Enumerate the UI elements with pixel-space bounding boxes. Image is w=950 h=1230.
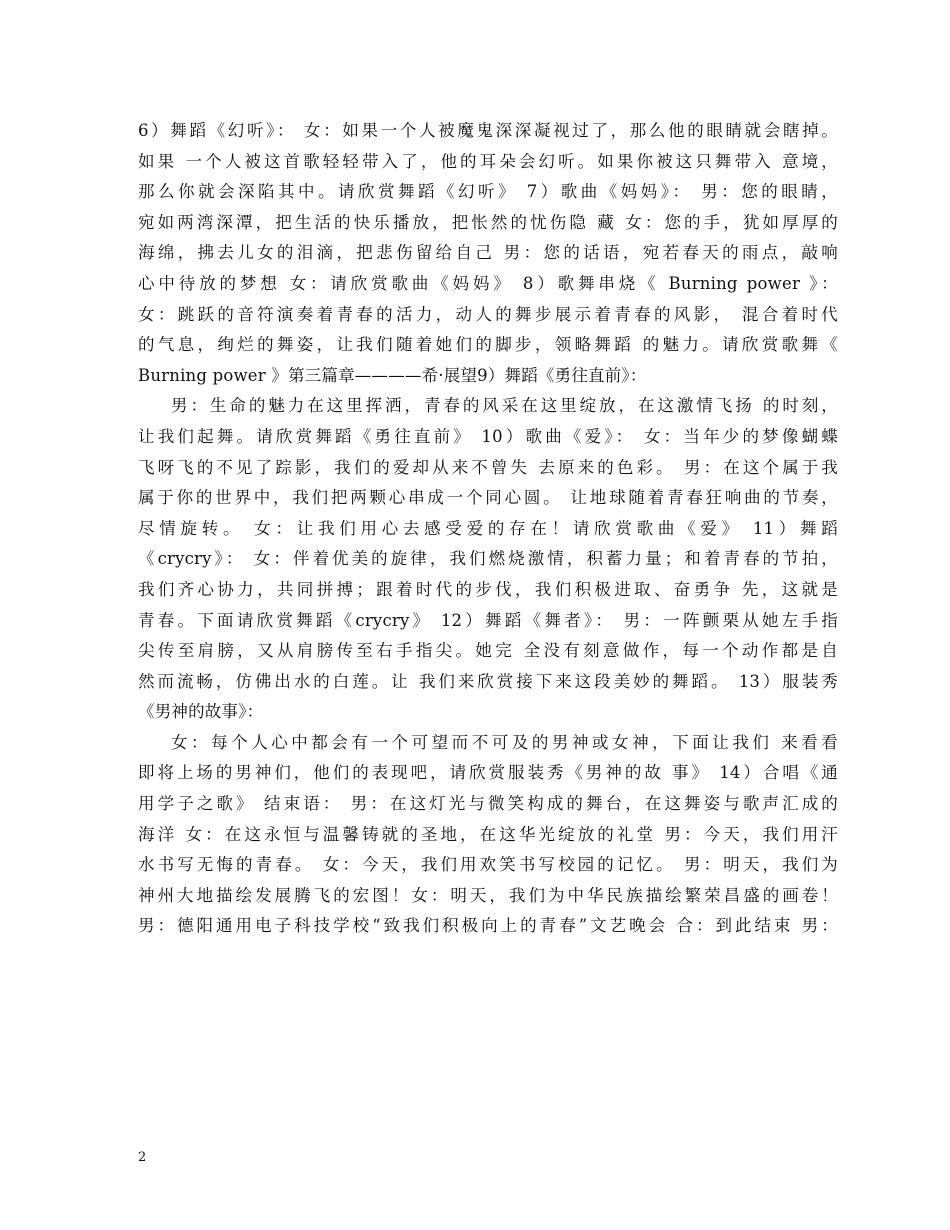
text-line: 女：跳跃的音符演奏着青春的活力，动人的舞步展示着青春的风影， 混合着时代 xyxy=(138,304,838,324)
text-line: 女：每个人心中都会有一个可望而不可及的男神或女神，下面让我们 来看看 xyxy=(171,732,838,752)
text-line: 男：生命的魅力在这里挥洒，青春的风采在这里绽放，在这激情飞扬 的时刻， xyxy=(171,396,838,416)
text-line: 属于你的世界中，我们把两颗心串成一个同心圆。 让地球随着青春狂响曲的节奏， xyxy=(138,488,838,508)
text-line: 的气息，绚烂的舞姿，让我们随着她们的脚步，领略舞蹈 的魅力。请欣赏歌舞《 xyxy=(138,335,838,355)
text-line: 海洋 女：在这永恒与温馨铸就的圣地，在这华光绽放的礼堂 男：今天，我们用汗 xyxy=(138,824,838,844)
text-line: 《男神的故事》： xyxy=(138,702,264,722)
body-text xyxy=(138,116,838,942)
text-line: 让我们起舞。请欣赏舞蹈《勇往直前》 10）歌曲《爱》： 女：当年少的梦像蝴蝶 xyxy=(138,426,838,446)
text-line: 即将上场的男神们，他们的表现吧，请欣赏服装秀《男神的故 事》 14）合唱《通 xyxy=(138,763,838,783)
text-line: 心中待放的梦想 女：请欣赏歌曲《妈妈》 8）歌舞串烧《 Burning power 》： xyxy=(138,273,838,293)
text-line: 男：德阳通用电子科技学校“致我们积极向上的青春”文艺晚会 合：到此结束 男： xyxy=(138,916,838,936)
text-line: 6）舞蹈《幻听》： 女：如果一个人被魔鬼深深凝视过了，那么他的眼睛就会瞎掉。 xyxy=(138,121,838,140)
page-number: 2 xyxy=(138,1150,147,1165)
text-line: 神州大地描绘发展腾飞的宏图！女：明天，我们为中华民族描绘繁荣昌盛的画卷！ xyxy=(138,885,838,905)
text-line: 宛如两湾深潭，把生活的快乐播放，把怅然的忧伤隐 藏 女：您的手，犹如厚厚的 xyxy=(138,212,838,232)
text-line: 尽情旋转。 女：让我们用心去感受爱的存在！请欣赏歌曲《爱》 11）舞蹈 xyxy=(138,518,838,538)
text-line: 用学子之歌》 结束语： 男：在这灯光与微笑构成的舞台，在这舞姿与歌声汇成的 xyxy=(138,794,838,814)
text-line: 那么你就会深陷其中。请欣赏舞蹈《幻听》 7）歌曲《妈妈》： 男：您的眼睛， xyxy=(138,182,838,202)
text-line: 我们齐心协力，共同拼搏；跟着时代的步伐，我们积极进取、奋勇争 先，这就是 xyxy=(138,579,838,599)
text-line: 《crycry》： 女：伴着优美的旋律，我们燃烧激情，积蓄力量；和着青春的节拍， xyxy=(138,549,838,569)
text-line: 海绵，拂去儿女的泪滴，把悲伤留给自己 男：您的话语，宛若春天的雨点，敲响 xyxy=(138,243,838,263)
text-line: 水书写无悔的青春。 女：今天，我们用欢笑书写校园的记忆。 男：明天，我们为 xyxy=(138,855,838,875)
text-line: 青春。下面请欣赏舞蹈《crycry》 12）舞蹈《舞者》： 男：一阵颤栗从她左手指 xyxy=(138,610,838,630)
text-line: 如果 一个人被这首歌轻轻带入了，他的耳朵会幻听。如果你被这只舞带入 意境， xyxy=(138,151,838,171)
text-line: 飞呀飞的不见了踪影，我们的爱却从来不曾失 去原来的色彩。 男：在这个属于我 xyxy=(138,457,838,477)
text-line: 然而流畅，仿佛出水的白莲。让 我们来欣赏接下来这段美妙的舞蹈。 13）服装秀 xyxy=(138,671,838,691)
text-line: Burning power 》第三篇章————希·展望9）舞蹈《勇往直前》： xyxy=(138,365,647,385)
text-line: 尖传至肩膀，又从肩膀传至右手指尖。她完 全没有刻意做作，每一个动作都是自 xyxy=(138,641,838,661)
